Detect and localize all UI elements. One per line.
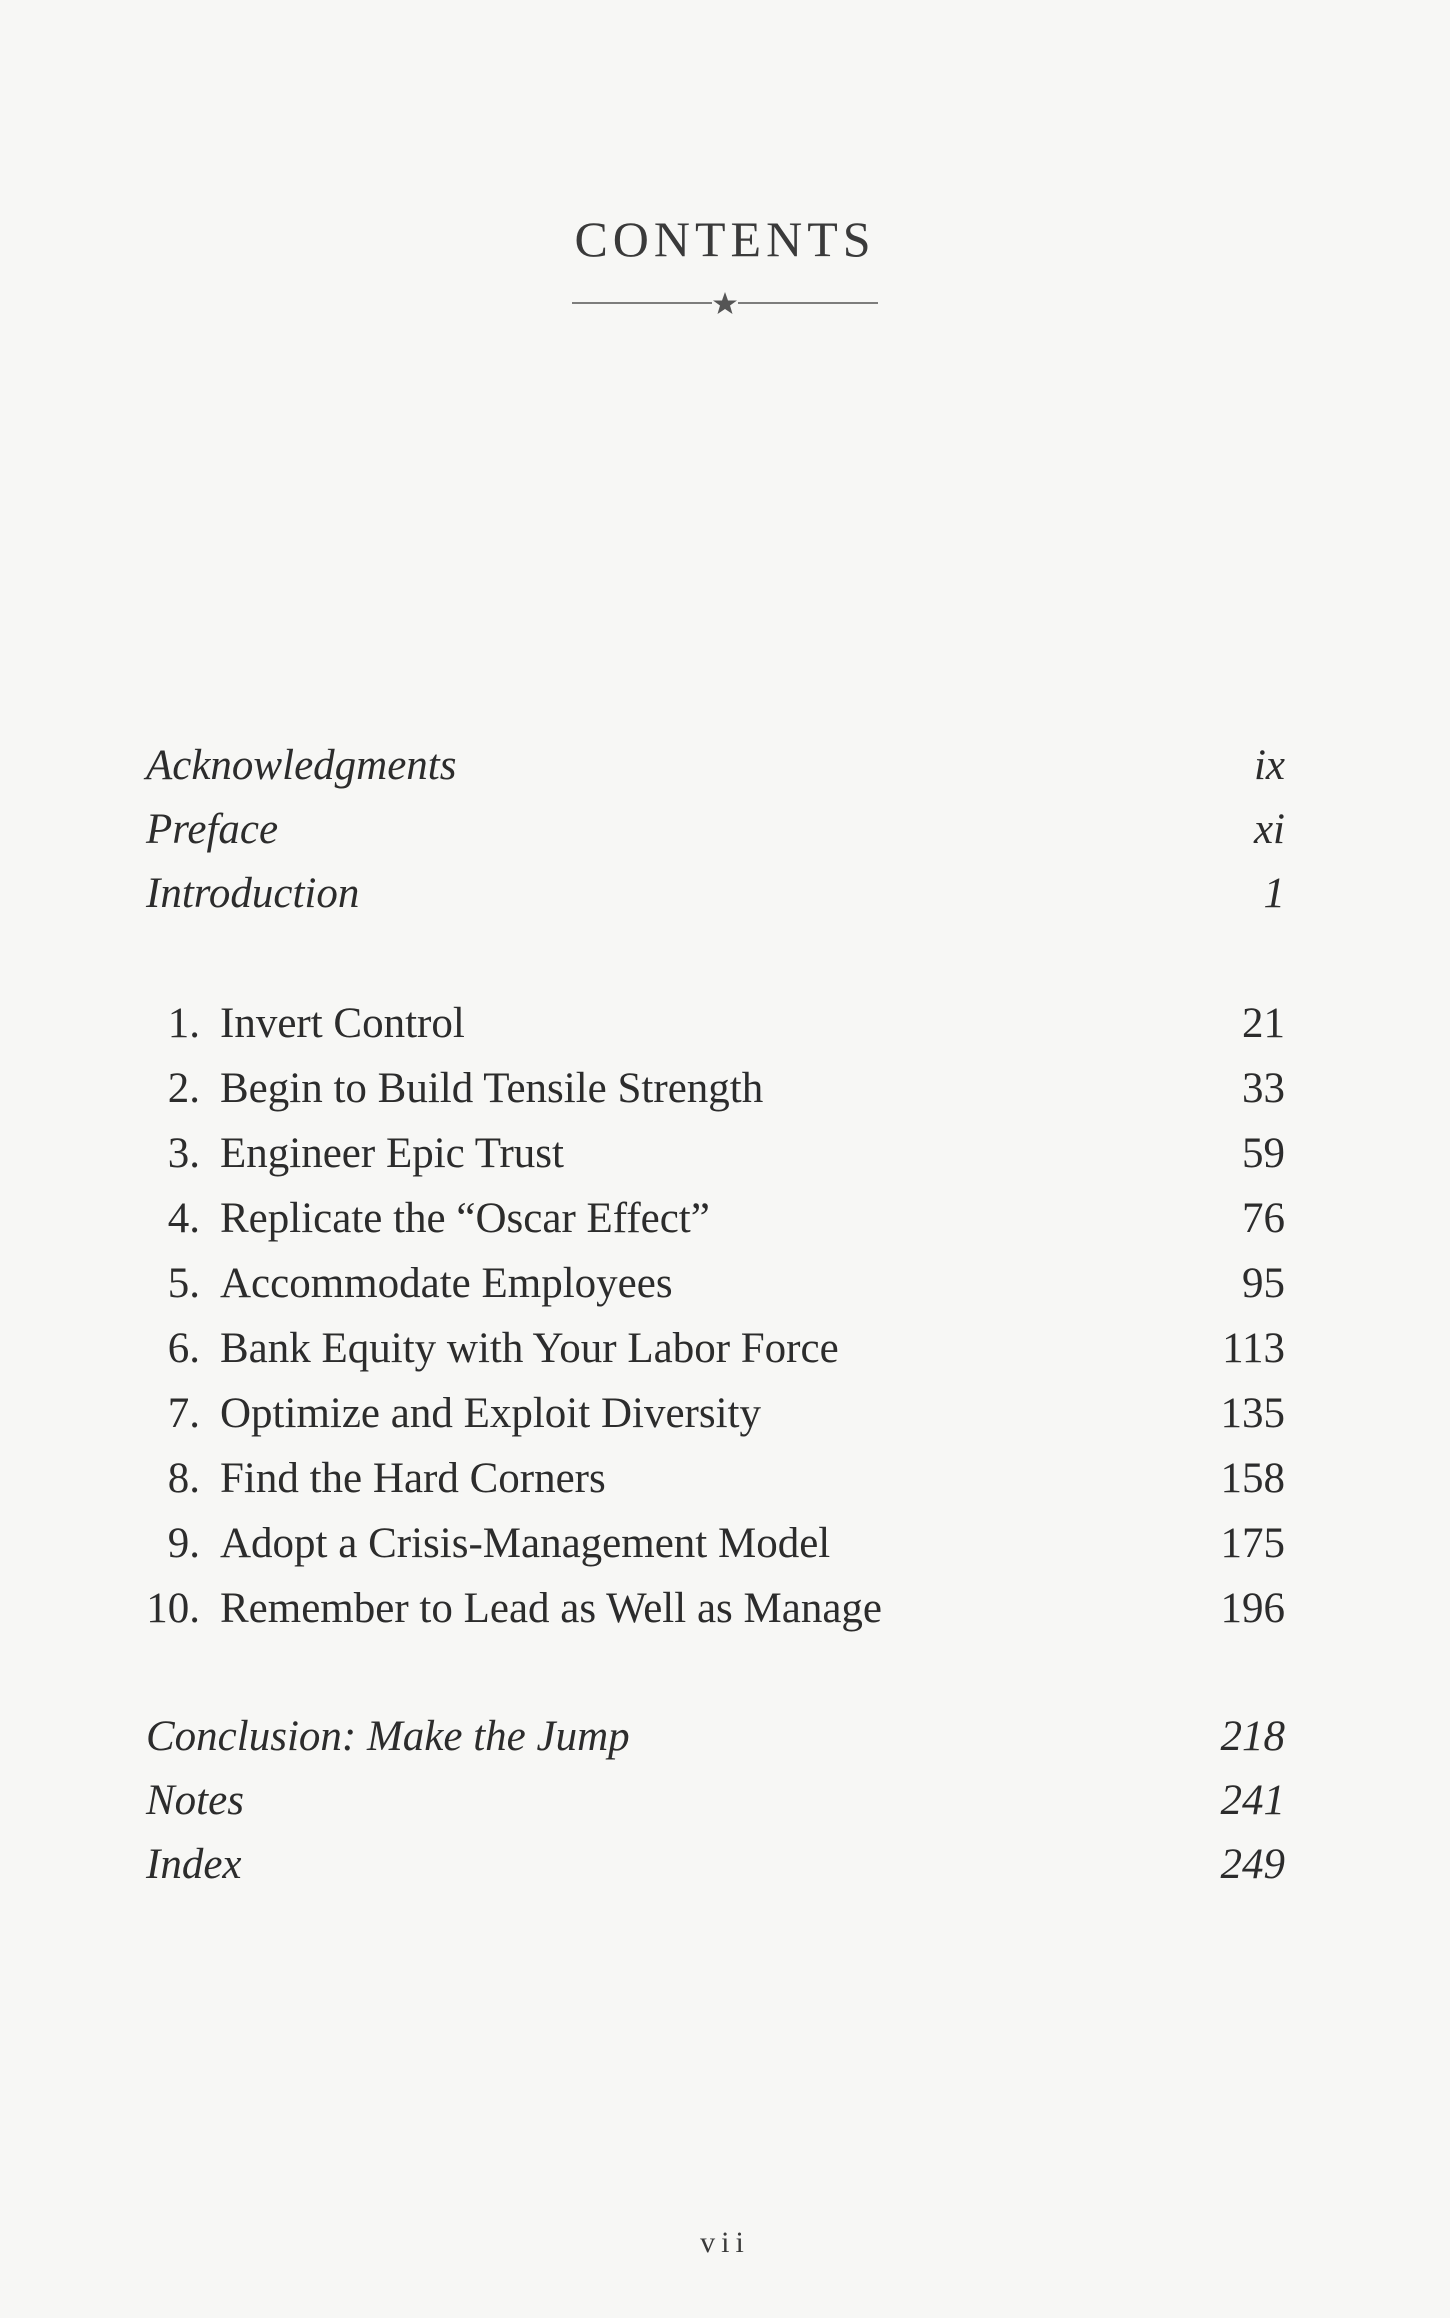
chapter-number: 4. xyxy=(167,1195,200,1242)
chapter-page: 33 xyxy=(1242,1065,1285,1112)
chapter-number: 9. xyxy=(167,1520,200,1567)
toc-entry-title: Index xyxy=(146,1841,242,1888)
toc-entry-index[interactable] xyxy=(0,1835,1450,1895)
toc-entry-title: Acknowledgments xyxy=(146,742,457,789)
chapter-page: 59 xyxy=(1242,1130,1285,1177)
chapter-title: Engineer Epic Trust xyxy=(220,1130,564,1177)
toc-entry-notes[interactable] xyxy=(0,1771,1450,1831)
chapter-number: 3. xyxy=(167,1130,200,1177)
chapter-page: 113 xyxy=(1222,1325,1285,1372)
toc-entry-introduction[interactable] xyxy=(0,864,1450,924)
chapter-number: 5. xyxy=(167,1260,200,1307)
chapter-number: 1. xyxy=(167,1000,200,1047)
chapter-number: 10. xyxy=(146,1585,200,1632)
chapter-page: 135 xyxy=(1220,1390,1285,1437)
toc-entry-acknowledgments[interactable] xyxy=(0,736,1450,796)
chapter-page: 76 xyxy=(1242,1195,1285,1242)
page-title: CONTENTS xyxy=(574,211,876,267)
chapter-title: Invert Control xyxy=(220,1000,465,1047)
toc-chapter[interactable] xyxy=(0,1449,1450,1509)
toc-chapter[interactable] xyxy=(0,1189,1450,1249)
toc-chapter[interactable] xyxy=(0,1124,1450,1184)
toc-entry-page: 1 xyxy=(1263,870,1285,917)
chapter-number: 6. xyxy=(167,1325,200,1372)
toc-chapter[interactable] xyxy=(0,1319,1450,1379)
chapter-title: Adopt a Crisis-Management Model xyxy=(220,1520,831,1567)
toc-chapter[interactable] xyxy=(0,1384,1450,1444)
toc-chapter[interactable] xyxy=(0,994,1450,1054)
chapter-page: 21 xyxy=(1242,1000,1285,1047)
chapter-title: Remember to Lead as Well as Manage xyxy=(220,1585,883,1632)
toc-entry-preface[interactable] xyxy=(0,800,1450,860)
chapter-page: 196 xyxy=(1220,1585,1285,1632)
star-divider-icon xyxy=(572,288,878,318)
toc-entry-page: 218 xyxy=(1220,1713,1285,1760)
chapter-title: Replicate the “Oscar Effect” xyxy=(220,1195,710,1242)
toc-chapter[interactable] xyxy=(0,1514,1450,1574)
toc-entry-conclusion[interactable] xyxy=(0,1707,1450,1767)
chapter-page: 175 xyxy=(1220,1520,1285,1567)
chapter-number: 7. xyxy=(167,1390,200,1437)
chapter-title: Optimize and Exploit Diversity xyxy=(220,1390,761,1437)
chapter-title: Begin to Build Tensile Strength xyxy=(220,1065,764,1112)
toc-entry-page: ix xyxy=(1253,742,1285,789)
toc-entry-page: 249 xyxy=(1220,1841,1285,1888)
chapter-title: Accommodate Employees xyxy=(220,1260,673,1307)
toc-entry-title: Introduction xyxy=(146,870,360,917)
toc-chapter[interactable] xyxy=(0,1254,1450,1314)
toc-entry-title: Preface xyxy=(146,806,279,853)
toc-entry-page: 241 xyxy=(1220,1777,1285,1824)
chapter-number: 8. xyxy=(167,1455,200,1502)
chapter-title: Find the Hard Corners xyxy=(220,1455,606,1502)
page-number: vii xyxy=(700,2226,750,2259)
chapter-page: 158 xyxy=(1220,1455,1285,1502)
chapter-number: 2. xyxy=(167,1065,200,1112)
toc-entry-title: Conclusion: Make the Jump xyxy=(146,1713,630,1760)
toc-entry-page: xi xyxy=(1253,806,1285,853)
toc-entry-title: Notes xyxy=(146,1777,244,1824)
toc-chapter[interactable] xyxy=(0,1579,1450,1639)
chapter-page: 95 xyxy=(1242,1260,1285,1307)
chapter-title: Bank Equity with Your Labor Force xyxy=(220,1325,839,1372)
toc-chapter[interactable] xyxy=(0,1059,1450,1119)
